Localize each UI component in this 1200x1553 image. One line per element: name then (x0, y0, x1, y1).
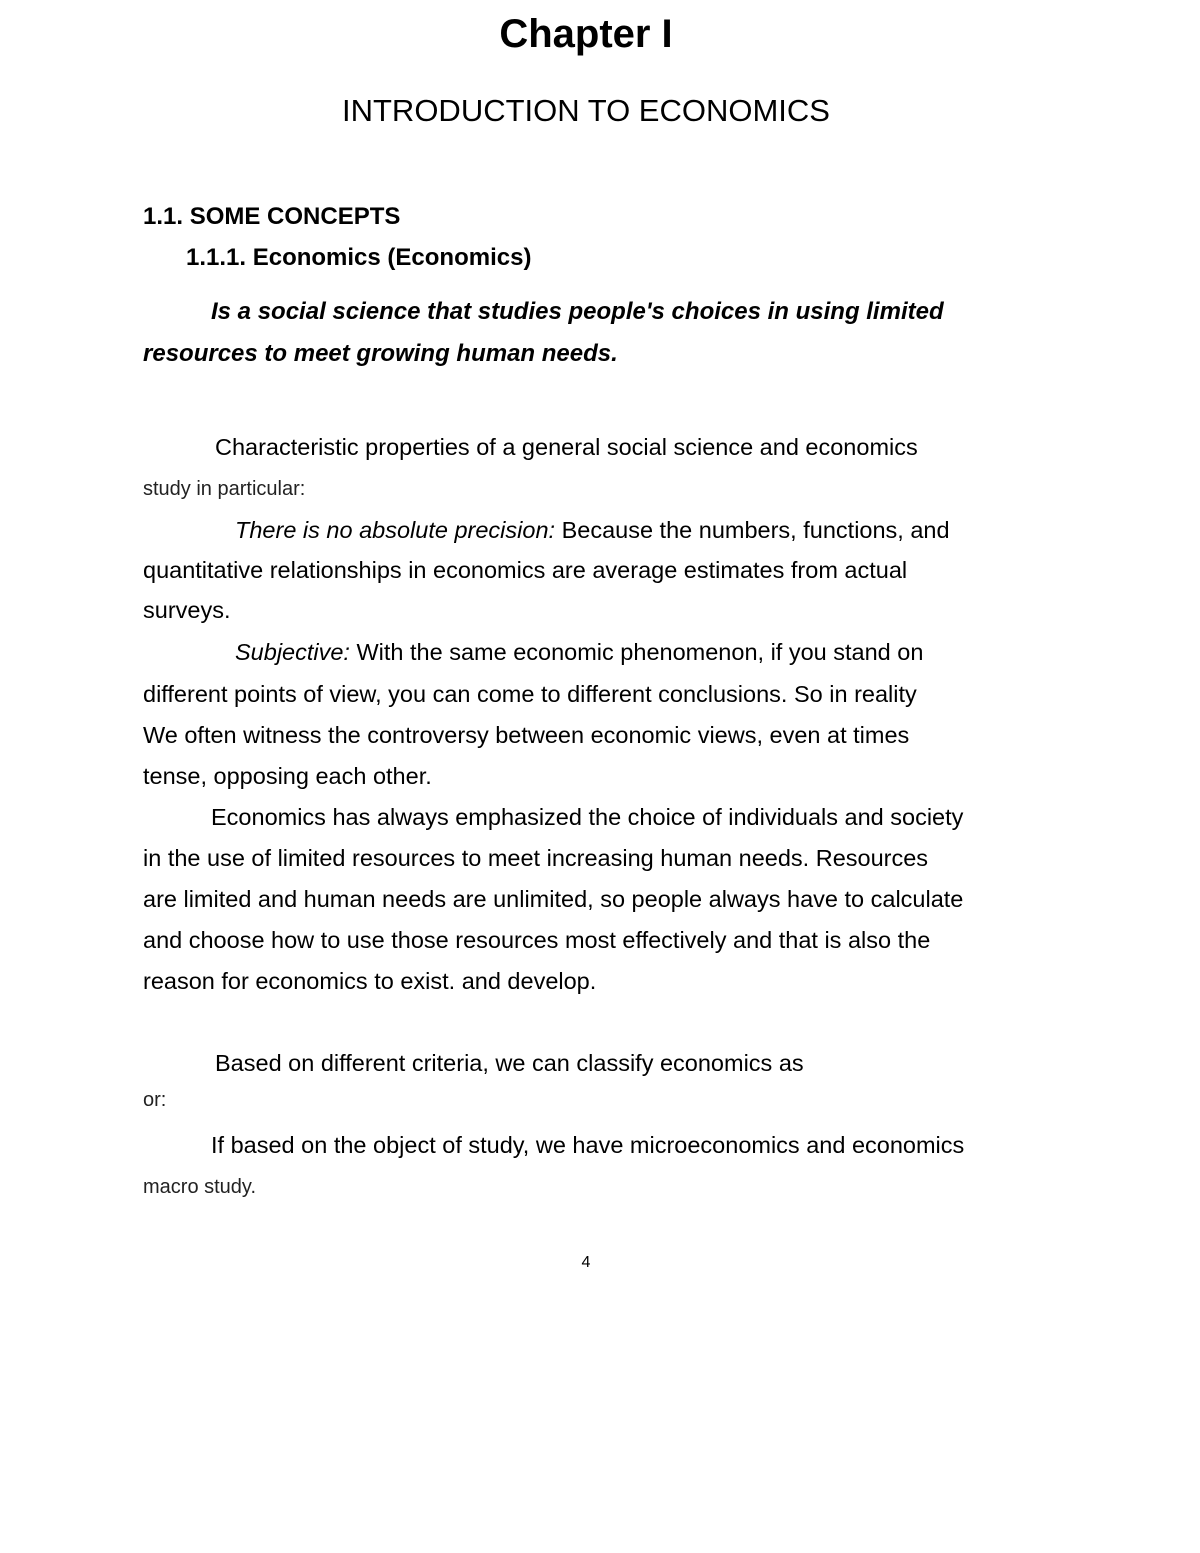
page-number: 4 (581, 1254, 591, 1271)
precision-paragraph-line-1 (235, 517, 950, 544)
subjective-paragraph-line-1 (235, 639, 923, 666)
section-heading: 1.1. SOME CONCEPTS (143, 203, 401, 230)
subsection-heading: 1.1.1. Economics (Economics) (186, 244, 532, 271)
chapter-title: Chapter I (499, 12, 673, 56)
precision-paragraph-line-2: quantitative relationships in economics are average estimates from actual (143, 557, 908, 583)
emphasis-paragraph-line-1: Economics has always emphasized the choice of individuals and society (211, 804, 964, 830)
emphasis-paragraph-line-5: reason for economics to exist. and develop. (143, 968, 597, 994)
emphasis-paragraph-line-2: in the use of limited resources to meet increasing human needs. Resources (143, 845, 929, 871)
definition-line-1: Is a social science that studies people's choices in using limited (211, 298, 944, 325)
precision-term: There is no absolute precision: (235, 517, 556, 543)
classification-line-1: Based on different criteria, we can classify economics as (215, 1050, 804, 1076)
emphasis-paragraph-line-3: are limited and human needs are unlimited, so people always have to calculate (143, 886, 964, 912)
characteristics-intro-line-2: study in particular: (143, 478, 306, 500)
subjective-line-1-text: With the same economic phenomenon, if you stand on (349, 639, 924, 665)
precision-line-1-text: Because the numbers, functions, and (555, 517, 950, 543)
subjective-paragraph-line-2: different points of view, you can come to different conclusions. So in reality (143, 681, 917, 707)
precision-paragraph-line-3: surveys. (143, 597, 231, 623)
classification-line-2: or: (143, 1089, 167, 1111)
emphasis-paragraph-line-4: and choose how to use those resources most effectively and that is also the (143, 927, 931, 953)
object-paragraph-line-1: If based on the object of study, we have microeconomics and economics (211, 1132, 965, 1158)
chapter-subtitle: INTRODUCTION TO ECONOMICS (342, 93, 830, 128)
subjective-paragraph-line-3: We often witness the controversy between economic views, even at times (143, 722, 910, 748)
subjective-paragraph-line-4: tense, opposing each other. (143, 763, 432, 789)
characteristics-intro-line-1: Characteristic properties of a general social science and economics (215, 434, 918, 460)
subjective-term: Subjective: (235, 639, 350, 665)
object-paragraph-line-2: macro study. (143, 1176, 256, 1198)
definition-line-2: resources to meet growing human needs. (143, 340, 618, 367)
